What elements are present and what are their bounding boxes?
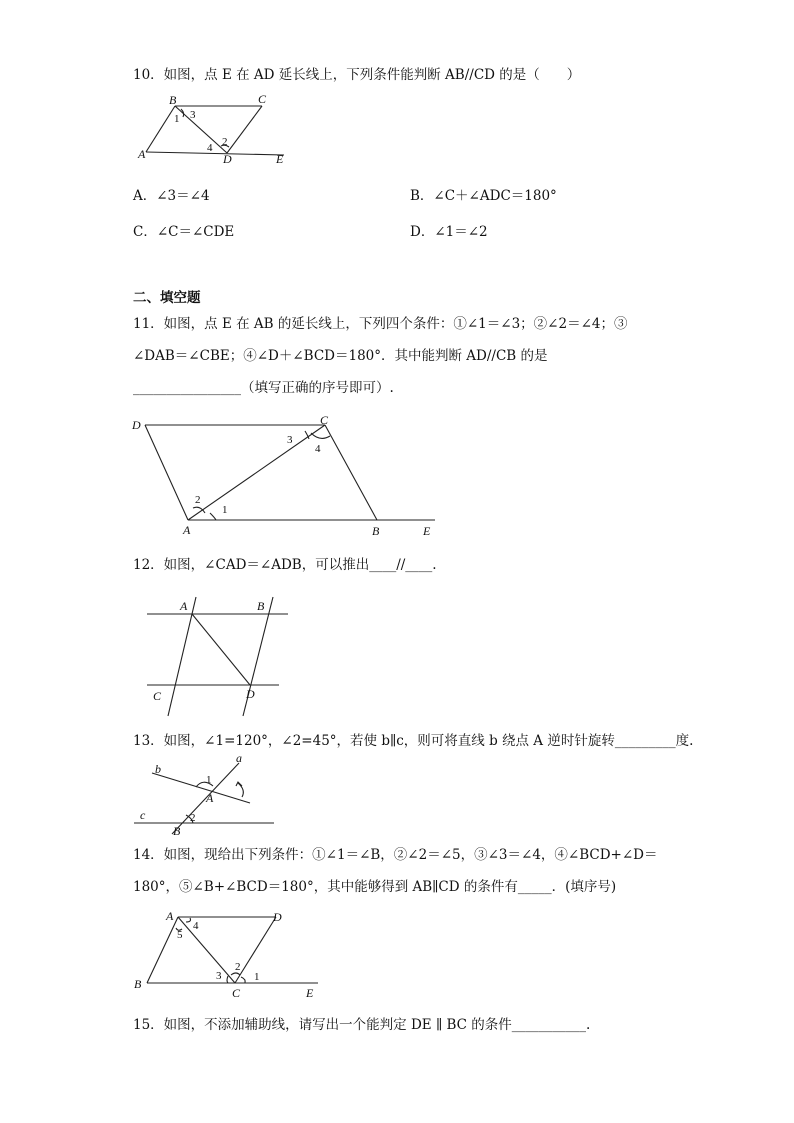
q11-line-1: 11．如图，点 E 在 AB 的延长线上，下列四个条件：①∠1＝∠3；②∠2＝∠4；③ bbox=[133, 316, 628, 332]
q13-label-c: c bbox=[140, 808, 146, 822]
q10-option-a: A．∠3＝∠4 bbox=[133, 188, 210, 204]
q13-label-a: a bbox=[236, 751, 242, 765]
q10-angle-3: 3 bbox=[190, 109, 196, 121]
q15-stem: 15．如图，不添加辅助线，请写出一个能判定 DE ∥ BC 的条件___________. bbox=[133, 1017, 591, 1033]
q11-angle-2: 2 bbox=[195, 494, 201, 506]
q12-label-C: C bbox=[153, 689, 162, 703]
q11-angle-4: 4 bbox=[315, 443, 321, 455]
q14-line-2: 180°，⑤∠B+∠BCD＝180°，其中能够得到 AB∥CD 的条件有_____．(填序号) bbox=[133, 879, 617, 895]
q14-angle-1: 1 bbox=[254, 971, 260, 983]
q14-label-C: C bbox=[232, 986, 241, 1000]
q12-label-B: B bbox=[257, 599, 265, 613]
q13-label-A: A bbox=[206, 791, 214, 805]
q14-angle-3: 3 bbox=[216, 970, 222, 982]
q10-label-E: E bbox=[276, 152, 284, 166]
q10-angle-2: 2 bbox=[222, 136, 228, 148]
q11-line-2: ∠DAB＝∠CBE；④∠D＋∠BCD＝180°．其中能判断 AD//CB 的是 bbox=[133, 348, 548, 364]
q14-angle-5: 5 bbox=[177, 929, 183, 941]
q10-label-D: D bbox=[223, 152, 232, 166]
q14-label-B: B bbox=[134, 977, 142, 991]
q10-label-C: C bbox=[258, 92, 267, 106]
q10-option-b: B．∠C＋∠ADC＝180° bbox=[410, 188, 557, 204]
q11-line-3: ________________（填写正确的序号即可）. bbox=[133, 380, 394, 396]
section-heading-fill-blank: 二、填空题 bbox=[133, 290, 201, 306]
q13-label-b: b bbox=[155, 762, 161, 776]
q13-angle-2: 2 bbox=[190, 812, 196, 824]
q11-label-E: E bbox=[423, 524, 431, 538]
q10-angle-4: 4 bbox=[207, 142, 213, 154]
q14-angle-4: 4 bbox=[193, 920, 199, 932]
q10-label-B: B bbox=[169, 93, 177, 107]
q14-angle-2: 2 bbox=[235, 961, 241, 973]
q14-label-A: A bbox=[166, 909, 174, 923]
q10-label-A: A bbox=[138, 147, 146, 161]
q14-label-D: D bbox=[273, 910, 282, 924]
q10-stem: 10．如图，点 E 在 AD 延长线上，下列条件能判断 AB//CD 的是（ ） bbox=[133, 67, 581, 83]
q11-angle-3: 3 bbox=[287, 434, 293, 446]
q10-angle-1: 1 bbox=[174, 113, 180, 125]
q10-option-d: D．∠1＝∠2 bbox=[410, 224, 488, 240]
q12-stem: 12．如图，∠CAD＝∠ADB，可以推出____//____. bbox=[133, 557, 437, 573]
q11-label-C: C bbox=[320, 413, 329, 427]
q13-angle-1: 1 bbox=[206, 774, 212, 786]
q13-stem: 13．如图，∠1=120°，∠2=45°，若使 b∥c，则可将直线 b 绕点 A 逆时针旋转_________度. bbox=[133, 733, 694, 749]
q11-label-D: D bbox=[132, 418, 141, 432]
q11-label-A: A bbox=[183, 523, 191, 537]
q11-angle-1: 1 bbox=[222, 504, 228, 516]
q13-label-B: B bbox=[173, 824, 181, 838]
q12-label-D: D bbox=[246, 687, 255, 701]
q10-option-c: C．∠C＝∠CDE bbox=[133, 224, 235, 240]
q14-label-E: E bbox=[306, 986, 314, 1000]
q11-label-B: B bbox=[372, 524, 380, 538]
q12-label-A: A bbox=[180, 599, 188, 613]
q14-line-1: 14．如图，现给出下列条件：①∠1＝∠B，②∠2＝∠5，③∠3＝∠4，④∠BCD+∠D＝ bbox=[133, 847, 658, 863]
